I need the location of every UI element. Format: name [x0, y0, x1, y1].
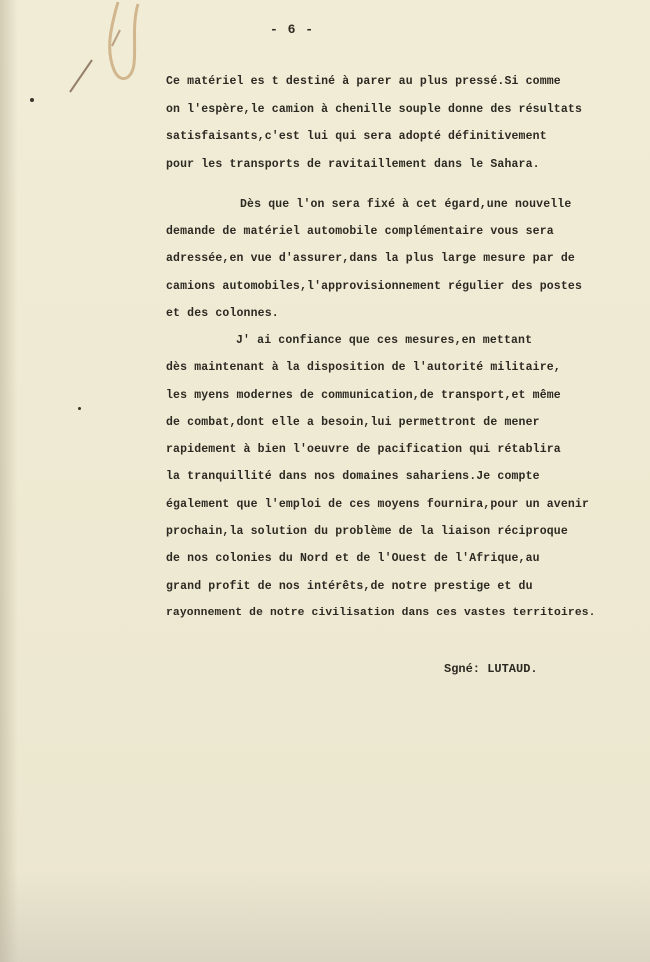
text-line: satisfaisants,c'est lui qui sera adopté définitivement [166, 130, 547, 143]
ink-speck [30, 98, 34, 102]
text-line: Dès que l'on sera fixé à cet égard,une nouvelle [240, 198, 572, 211]
text-line: dès maintenant à la disposition de l'autorité militaire, [166, 361, 561, 374]
page-bottom-fade [0, 870, 650, 962]
text-line: de combat,dont elle a besoin,lui permettront de mener [166, 416, 540, 429]
page-edge-shadow [0, 0, 18, 962]
text-line: on l'espère,le camion à chenille souple donne des résultats [166, 103, 583, 116]
signature: Sgné: LUTAUD. [444, 662, 538, 676]
text-line: camions automobiles,l'approvisionnement régulier des postes [166, 280, 583, 293]
text-line: adressée,en vue d'assurer,dans la plus large mesure par de [166, 252, 575, 265]
text-line: la tranquillité dans nos domaines sahariens.Je compte [166, 470, 540, 483]
text-line: prochain,la solution du problème de la liaison réciproque [166, 525, 568, 538]
text-line: J' ai confiance que ces mesures,en mettant [236, 334, 533, 347]
text-line: également que l'emploi de ces moyens fournira,pour un avenir [166, 498, 590, 511]
text-line: grand profit de nos intérêts,de notre prestige et du [166, 580, 533, 593]
text-line: Ce matériel es t destiné à parer au plus pressé.Si comme [166, 75, 561, 88]
page-number: - 6 - [270, 22, 315, 37]
text-line: de nos colonies du Nord et de l'Ouest de l'Afrique,au [166, 552, 540, 565]
text-line: demande de matériel automobile complémentaire vous sera [166, 225, 554, 238]
paper-clip-stain [40, 0, 150, 110]
text-line: rayonnement de notre civilisation dans ces vastes territoires. [166, 607, 596, 619]
text-line: rapidement à bien l'oeuvre de pacification qui rétablira [166, 443, 561, 456]
ink-speck [78, 407, 81, 410]
text-line: pour les transports de ravitaillement dans le Sahara. [166, 158, 540, 171]
text-line: les myens modernes de communication,de transport,et même [166, 389, 561, 402]
text-line: et des colonnes. [166, 307, 279, 320]
